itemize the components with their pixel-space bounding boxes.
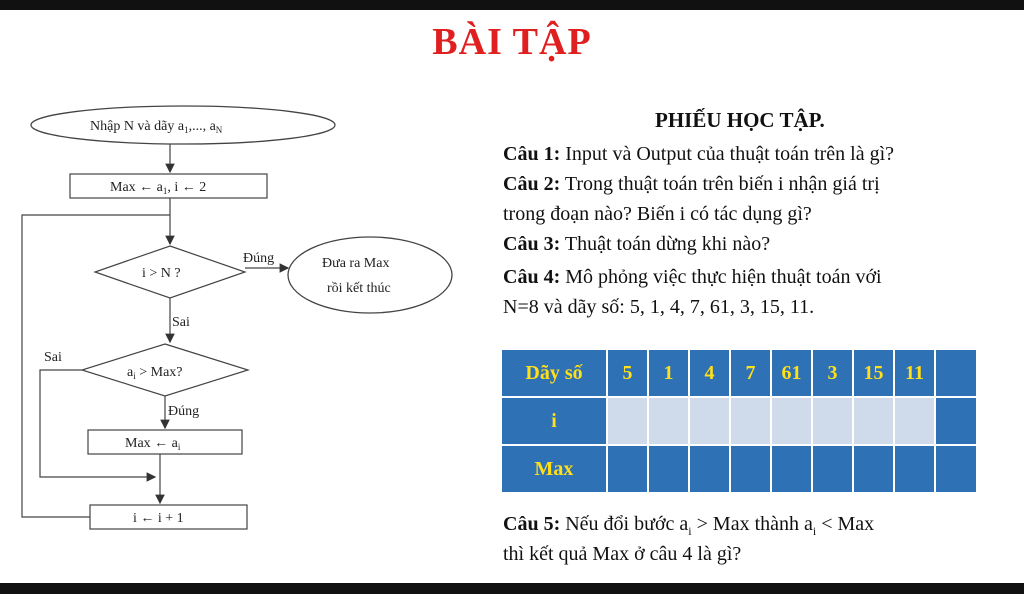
max-cell: [771, 445, 812, 493]
question-3: Câu 3: Thuật toán dừng khi nào?: [503, 233, 771, 255]
sequence-cell: 5: [607, 349, 648, 397]
worksheet-title: PHIẾU HỌC TẬP.: [655, 108, 825, 132]
max-cell: [812, 445, 853, 493]
question-2: Câu 2: Trong thuật toán trên biến i nhận giá trị: [503, 173, 880, 195]
assign-text: Max ← $a_i$: [125, 436, 181, 452]
i-cell: [689, 397, 730, 445]
increment-text: i ← i + 1: [133, 511, 184, 526]
max-cell: [730, 445, 771, 493]
sequence-table: [500, 348, 978, 494]
sequence-cell: 3: [812, 349, 853, 397]
i-cell: [771, 397, 812, 445]
max-cell: [607, 445, 648, 493]
no2-label: Sai: [44, 350, 62, 365]
i-cell: [730, 397, 771, 445]
row-i-label: i: [501, 397, 607, 445]
output-line1: Đưa ra Max: [322, 256, 390, 271]
cond2-text: $a_i$ > Max?: [127, 365, 183, 381]
yes2-label: Đúng: [168, 404, 200, 419]
question-5: Câu 5: Nếu đổi bước $a_i$ > Max thành $a_i$ < Max: [503, 513, 875, 538]
question-4: Câu 4: Mô phỏng việc thực hiện thuật toán với: [503, 266, 882, 288]
i-cell: [894, 397, 935, 445]
question-1: Câu 1: Input và Output của thuật toán trên là gì?: [503, 143, 895, 165]
output-line2: rồi kết thúc: [327, 281, 391, 296]
input-text: Nhập N và dãy $a_1$,..., $a_N$: [90, 119, 223, 135]
table-row-max: [501, 445, 977, 493]
sequence-cell: 7: [730, 349, 771, 397]
row-max-label: Max: [501, 445, 607, 493]
bottom-border: [0, 583, 1024, 594]
flowchart: [0, 0, 470, 560]
i-cell: [648, 397, 689, 445]
i-cell: [853, 397, 894, 445]
no1-label: Sai: [172, 315, 190, 330]
sequence-cell: 11: [894, 349, 935, 397]
max-cell: [648, 445, 689, 493]
question-2-line2: trong đoạn nào? Biến i có tác dụng gì?: [503, 203, 812, 225]
blank-cell: [935, 349, 977, 397]
max-cell: [894, 445, 935, 493]
max-cell: [853, 445, 894, 493]
sequence-cell: 1: [648, 349, 689, 397]
sequence-cell: 61: [771, 349, 812, 397]
sequence-header: Dãy số: [501, 349, 607, 397]
init-text: Max ← $a_1$, i ← 2: [110, 180, 207, 196]
sequence-cell: 15: [853, 349, 894, 397]
output-ellipse: [288, 237, 452, 313]
i-cell: [607, 397, 648, 445]
sequence-cell: 4: [689, 349, 730, 397]
slide-title: BÀI TẬP: [432, 21, 592, 63]
cond1-text: i > N ?: [142, 266, 181, 281]
blank-cell: [935, 397, 977, 445]
yes1-label: Đúng: [243, 251, 275, 266]
blank-cell: [935, 445, 977, 493]
question-4-line2: N=8 và dãy số: 5, 1, 4, 7, 61, 3, 15, 11.: [503, 296, 815, 318]
max-cell: [689, 445, 730, 493]
table-row-i: [501, 397, 977, 445]
question-5-line2: thì kết quả Max ở câu 4 là gì?: [503, 543, 742, 565]
table-row-sequence: [501, 349, 977, 397]
i-cell: [812, 397, 853, 445]
